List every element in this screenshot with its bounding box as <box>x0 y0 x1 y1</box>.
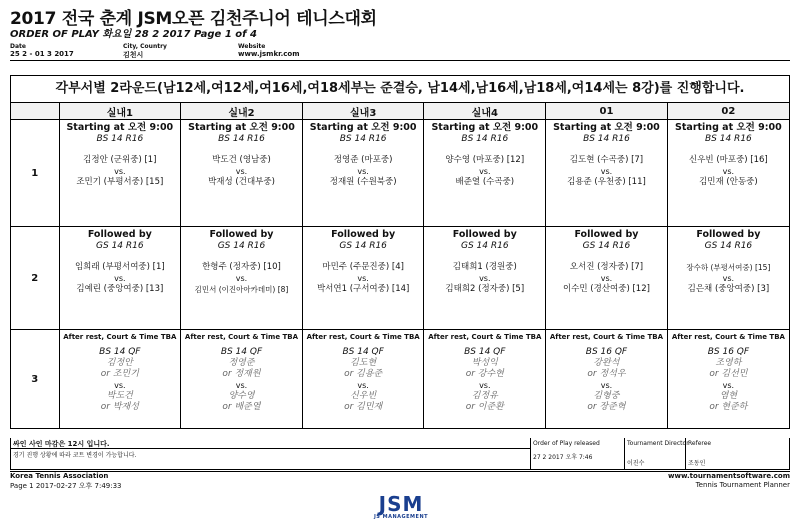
possible-player: 양수영 <box>228 391 255 401</box>
versus-label: vs. <box>722 274 735 283</box>
versus-label: vs. <box>479 381 491 390</box>
match-cell[interactable] <box>302 120 424 227</box>
possible-player: 박성익 <box>471 358 498 368</box>
website-value: www.jsmkr.com <box>238 50 300 58</box>
director-panel <box>625 438 689 469</box>
possible-player: or 이준환 <box>465 402 504 412</box>
court-header: 실내4 <box>424 103 546 120</box>
match-row <box>11 227 789 330</box>
start-time: Followed by <box>452 229 517 240</box>
player-one[interactable]: 김도현 (수곡중) [7] <box>569 155 644 165</box>
referee-value: 조동인 <box>688 460 706 467</box>
match-cell[interactable] <box>59 120 181 227</box>
match-row <box>11 330 789 429</box>
possible-player: 김형중 <box>593 391 620 401</box>
versus-label: vs. <box>235 381 248 390</box>
player-one[interactable]: 임희래 (부평서여중) [1] <box>74 262 165 272</box>
possible-player: 김정안 <box>106 358 133 368</box>
match-cell[interactable] <box>181 120 303 227</box>
court-header: 02 <box>667 103 789 120</box>
match-cell[interactable] <box>546 227 668 330</box>
match-row <box>11 120 789 227</box>
date-value: 25 2 - 01 3 2017 <box>10 50 74 58</box>
possible-player: 김도현 <box>350 358 377 368</box>
court-header: 01 <box>546 103 668 120</box>
player-two[interactable]: 이수민 (경산여중) [12] <box>562 284 650 294</box>
draw-round: BS 14 R16 <box>705 134 752 144</box>
versus-label: vs. <box>357 167 369 176</box>
start-time: Followed by <box>209 229 274 240</box>
versus-label: vs. <box>357 274 369 283</box>
draw-round: GS 14 R16 <box>217 241 266 251</box>
start-time: After rest, Court & Time TBA <box>428 333 542 341</box>
player-two[interactable]: 김민서 (이진아아카데미) [8] <box>194 285 289 294</box>
order-released-label: Order of Play released <box>533 440 600 447</box>
player-one[interactable]: 박도건 (영남중) <box>212 155 271 165</box>
draw-round: GS 14 R16 <box>96 241 144 251</box>
draw-round: BS 14 QF <box>220 347 263 357</box>
start-time: Starting at 오전 9:00 <box>66 122 174 133</box>
jsm-logo <box>368 494 434 520</box>
draw-round: GS 14 R16 <box>339 241 387 251</box>
match-cell[interactable] <box>59 330 181 429</box>
player-one[interactable]: 김정안 (군위중) [1] <box>83 155 157 165</box>
versus-label: vs. <box>235 274 248 283</box>
match-cell[interactable] <box>667 227 789 330</box>
start-time: After rest, Court & Time TBA <box>63 333 177 341</box>
planner-label: Tennis Tournament Planner <box>695 481 790 489</box>
start-time: Starting at 오전 9:00 <box>431 122 539 133</box>
court-header: 실내3 <box>302 103 424 120</box>
draw-round: BS 14 R16 <box>461 134 509 144</box>
director-value: 이진수 <box>627 460 645 467</box>
versus-label: vs. <box>600 381 613 390</box>
draw-round: GS 14 R16 <box>704 241 753 251</box>
page-title: 2017 전국 춘계 JSM오픈 김천주니어 테니스대회 <box>10 9 377 29</box>
player-two[interactable]: 정재원 (수원북중) <box>329 177 397 187</box>
row-number: 3 <box>11 330 59 429</box>
player-one[interactable]: 오서진 (정자중) [7] <box>569 262 644 272</box>
possible-player: or 조민기 <box>100 369 139 379</box>
header-divider <box>10 60 790 61</box>
logo-text: JSM <box>378 492 424 516</box>
player-one[interactable]: 양수영 (마포중) [12] <box>445 155 525 165</box>
schedule-banner: 각부서별 2라운드(남12세,여12세,여16세,여18세부는 준결승, 남14세,남16세,남18세,여14세는 8강)를 진행합니다. <box>11 76 789 103</box>
court-header: 실내1 <box>59 103 181 120</box>
draw-round: GS 14 R16 <box>582 241 631 251</box>
court-schedule-table <box>11 103 789 428</box>
possible-player: 김정유 <box>471 391 498 401</box>
match-cell[interactable] <box>424 120 546 227</box>
referee-label: Referee <box>688 440 712 447</box>
draw-round: BS 14 R16 <box>96 134 144 144</box>
order-released-value: 27 2 2017 오후 7:46 <box>533 454 593 461</box>
player-two[interactable]: 배준열 (수곡중) <box>455 177 515 187</box>
page-info: Page 1 2017-02-27 오후 7:49:33 <box>10 482 122 490</box>
possible-player: 박도건 <box>106 391 133 401</box>
match-cell[interactable] <box>59 227 181 330</box>
versus-label: vs. <box>479 167 491 176</box>
match-cell[interactable] <box>181 227 303 330</box>
match-cell[interactable] <box>424 330 546 429</box>
possible-player: or 정재원 <box>222 369 261 379</box>
player-two[interactable]: 박서연1 (구서여중) [14] <box>316 284 410 294</box>
player-one[interactable]: 김태희1 (경원중) <box>452 262 517 272</box>
versus-label: vs. <box>600 167 613 176</box>
draw-round: BS 16 QF <box>707 347 750 357</box>
player-one[interactable]: 신우빈 (마포중) [16] <box>689 155 768 165</box>
draw-round: BS 14 QF <box>342 347 384 357</box>
start-time: Followed by <box>331 229 396 240</box>
possible-player: 강완석 <box>593 358 620 368</box>
draw-round: BS 14 R16 <box>218 134 265 144</box>
possible-player: 조영하 <box>715 358 742 368</box>
versus-label: vs. <box>479 274 491 283</box>
player-one[interactable]: 마민주 (주문진중) [4] <box>322 262 404 272</box>
player-one[interactable]: 장수하 (부평서여중) [15] <box>686 263 771 272</box>
date-label: Date <box>10 43 26 50</box>
row-number: 2 <box>11 227 59 330</box>
draw-round: BS 16 QF <box>585 347 628 357</box>
start-time: After rest, Court & Time TBA <box>549 333 664 341</box>
notice-divider <box>11 448 530 449</box>
versus-label: vs. <box>722 167 735 176</box>
start-time: Starting at 오전 9:00 <box>553 122 660 133</box>
match-cell[interactable] <box>546 330 668 429</box>
draw-round: BS 14 QF <box>464 347 506 357</box>
player-two[interactable]: 김민재 (안동중) <box>699 177 758 187</box>
possible-player: 신우빈 <box>350 391 377 401</box>
match-cell[interactable] <box>667 120 789 227</box>
possible-player: 정영준 <box>228 358 255 368</box>
match-cell[interactable] <box>546 120 668 227</box>
referee-panel <box>686 438 789 469</box>
order-of-play-subtitle: ORDER OF PLAY 화요일 28 2 2017 Page 1 of 4 <box>10 29 257 40</box>
footer-box <box>10 438 790 470</box>
court-header: 실내2 <box>181 103 303 120</box>
software-site-link[interactable]: www.tournamentsoftware.com <box>668 472 790 480</box>
versus-label: vs. <box>722 381 735 390</box>
player-two[interactable]: 김은채 (중앙여중) [3] <box>687 284 770 294</box>
possible-player: or 박재성 <box>100 402 139 412</box>
player-two[interactable]: 김예린 (중앙여중) [13] <box>76 284 164 294</box>
match-cell[interactable] <box>302 330 424 429</box>
possible-player: or 현준하 <box>709 402 748 412</box>
possible-player: or 장준혁 <box>587 402 626 412</box>
possible-player: or 강수현 <box>465 369 504 379</box>
city-label: City, Country <box>123 43 167 50</box>
start-time: After rest, Court & Time TBA <box>306 333 420 341</box>
versus-label: vs. <box>357 381 369 390</box>
corner-cell <box>11 103 59 120</box>
row-number: 1 <box>11 120 59 227</box>
match-cell[interactable] <box>302 227 424 330</box>
possible-player: or 김용준 <box>344 369 383 379</box>
match-cell[interactable] <box>424 227 546 330</box>
start-time: After rest, Court & Time TBA <box>671 333 785 341</box>
player-two[interactable]: 김태희2 (정자중) [5] <box>445 284 525 294</box>
start-time: Followed by <box>574 229 639 240</box>
possible-player: or 김민재 <box>344 402 383 412</box>
versus-label: vs. <box>114 167 126 176</box>
start-time: Starting at 오전 9:00 <box>675 122 782 133</box>
versus-label: vs. <box>114 274 126 283</box>
order-of-play-grid <box>10 75 790 429</box>
versus-label: vs. <box>235 167 248 176</box>
start-time: Starting at 오전 9:00 <box>188 122 295 133</box>
versus-label: vs. <box>114 381 126 390</box>
possible-player: or 배준열 <box>222 402 261 412</box>
director-label: Tournament Director <box>627 440 689 447</box>
notice-title: 싸인 사인 마감은 12시 입니다. <box>13 440 110 448</box>
versus-label: vs. <box>600 274 613 283</box>
draw-round: GS 14 R16 <box>461 241 509 251</box>
start-time: After rest, Court & Time TBA <box>184 333 299 341</box>
match-cell[interactable] <box>181 330 303 429</box>
possible-player: or 정석우 <box>587 369 626 379</box>
website-label: Website <box>238 43 266 50</box>
draw-round: BS 14 R16 <box>339 134 387 144</box>
possible-player: or 김선민 <box>709 369 748 379</box>
notice-panel <box>11 438 531 469</box>
court-header-row <box>11 103 789 120</box>
match-cell[interactable] <box>667 330 789 429</box>
start-time: Starting at 오전 9:00 <box>309 122 417 133</box>
player-two[interactable]: 조민기 (부평서중) [15] <box>76 177 164 187</box>
order-released-panel <box>531 438 625 469</box>
player-two[interactable]: 박재성 (건대부중) <box>208 177 275 187</box>
association-name: Korea Tennis Association <box>10 472 109 480</box>
draw-round: BS 14 R16 <box>583 134 630 144</box>
city-value: 김천시 <box>123 51 144 59</box>
player-two[interactable]: 김용준 (우천중) [11] <box>567 177 646 187</box>
draw-round: BS 14 QF <box>99 347 141 357</box>
player-one[interactable]: 정영준 (마포중) <box>333 155 393 165</box>
possible-player: 염현 <box>719 391 738 401</box>
start-time: Followed by <box>87 229 152 240</box>
start-time: Followed by <box>696 229 761 240</box>
notice-text: 경기 진행 상황에 따라 코트 변경이 가능합니다. <box>13 452 137 459</box>
logo-subtext: JS MANAGEMENT <box>373 514 429 520</box>
player-one[interactable]: 한형주 (정자중) [10] <box>202 262 281 272</box>
